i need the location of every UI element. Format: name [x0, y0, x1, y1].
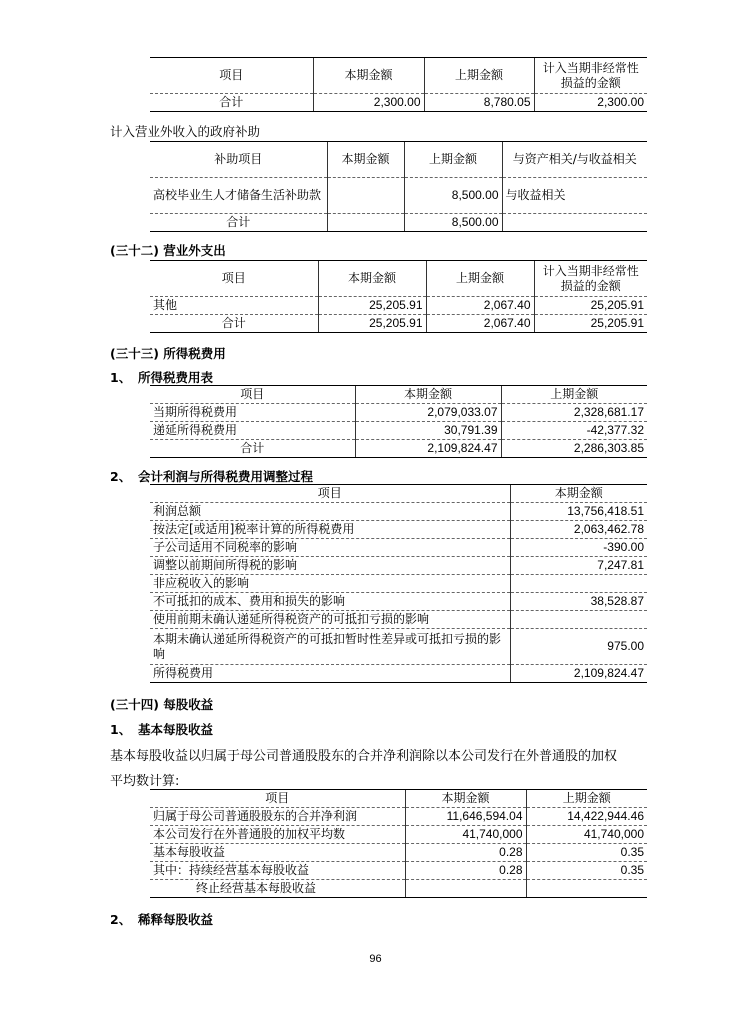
nonop-expense-table — [150, 260, 647, 333]
header-item: 项目 — [150, 261, 318, 297]
header-nonrecurring: 计入当期非经常性损益的金额 — [534, 58, 647, 94]
table-row: 高校毕业生人才储备生活补助款 8,500.00 与收益相关 — [150, 178, 647, 214]
header-prior: 上期金额 — [501, 386, 647, 404]
table-row: 非应税收入的影响 — [150, 575, 647, 593]
header-prior: 上期金额 — [526, 790, 647, 808]
table-row: 利润总额 13,756,418.51 — [150, 503, 647, 521]
section-34-2-title: 稀释每股收益 — [138, 912, 214, 927]
header-current: 本期金额 — [313, 58, 424, 94]
section-33-1-title: 所得税费用表 — [138, 370, 214, 385]
basic-eps-table — [150, 789, 647, 898]
table-row: 当期所得税费用 2,079,033.07 2,328,681.17 — [150, 404, 647, 422]
table-row: 子公司适用不同税率的影响 -390.00 — [150, 539, 647, 557]
section-34-title: (三十四) 每股收益 — [110, 697, 214, 712]
section-33-2-title: 会计利润与所得税费用调整过程 — [138, 469, 314, 484]
table-row: 使用前期未确认递延所得税资产的可抵扣亏损的影响 — [150, 611, 647, 629]
header-prior: 上期金额 — [404, 142, 502, 178]
table-row: 基本每股收益 0.28 0.35 — [150, 844, 647, 862]
header-current: 本期金额 — [327, 142, 404, 178]
section-34-1-title: 基本每股收益 — [138, 722, 214, 737]
nonop-income-total-table — [150, 57, 647, 112]
header-item: 项目 — [150, 790, 405, 808]
table-row: 合计 25,205.91 2,067.40 25,205.91 — [150, 315, 647, 333]
section-32-title: (三十二) 营业外支出 — [110, 243, 226, 258]
section-34-2-number: 2、 — [110, 912, 132, 927]
section-33-title: (三十三) 所得税费用 — [110, 346, 226, 361]
table-row: 其他 25,205.91 2,067.40 25,205.91 — [150, 297, 647, 315]
table-row: 终止经营基本每股收益 — [150, 880, 647, 898]
table-row: 不可抵扣的成本、费用和损失的影响 38,528.87 — [150, 593, 647, 611]
eps-description-line2: 平均数计算: — [110, 774, 180, 789]
header-relation: 与资产相关/与收益相关 — [502, 142, 647, 178]
header-item: 项目 — [150, 58, 313, 94]
gov-subsidy-table — [150, 141, 647, 232]
table-row: 递延所得税费用 30,791.39 -42,377.32 — [150, 422, 647, 440]
table-row: 所得税费用 2,109,824.47 — [150, 665, 647, 683]
table-row: 合计 2,300.00 8,780.05 2,300.00 — [150, 94, 647, 112]
income-tax-table — [150, 385, 647, 458]
section-33-1-number: 1、 — [110, 370, 132, 385]
table-row: 归属于母公司普通股股东的合并净利润 11,646,594.04 14,422,944.46 — [150, 808, 647, 826]
table-row: 合计 8,500.00 — [150, 214, 647, 232]
eps-description-line1: 基本每股收益以归属于母公司普通股股东的合并净利润除以本公司发行在外普通股的加权 — [110, 749, 618, 764]
header-current: 本期金额 — [510, 485, 647, 503]
header-subsidy-item: 补助项目 — [150, 142, 327, 178]
header-prior: 上期金额 — [424, 58, 534, 94]
header-prior: 上期金额 — [426, 261, 534, 297]
gov-subsidy-title: 计入营业外收入的政府补助 — [110, 124, 261, 139]
header-item: 项目 — [150, 485, 510, 503]
header-item: 项目 — [150, 386, 355, 404]
table-row: 其中：持续经营基本每股收益 0.28 0.35 — [150, 862, 647, 880]
header-current: 本期金额 — [318, 261, 426, 297]
header-current: 本期金额 — [355, 386, 501, 404]
tax-reconciliation-table — [150, 484, 647, 683]
section-34-1-number: 1、 — [110, 722, 132, 737]
table-row: 按法定[或适用]税率计算的所得税费用 2,063,462.78 — [150, 521, 647, 539]
section-33-2-number: 2、 — [110, 469, 132, 484]
table-row: 本公司发行在外普通股的加权平均数 41,740,000 41,740,000 — [150, 826, 647, 844]
header-nonrecurring: 计入当期非经常性损益的金额 — [534, 261, 647, 297]
table-row: 合计 2,109,824.47 2,286,303.85 — [150, 440, 647, 458]
header-current: 本期金额 — [405, 790, 526, 808]
table-row: 调整以前期间所得税的影响 7,247.81 — [150, 557, 647, 575]
table-row: 本期未确认递延所得税资产的可抵扣暂时性差异或可抵扣亏损的影响 975.00 — [150, 629, 647, 665]
page-number: 96 — [369, 953, 382, 965]
